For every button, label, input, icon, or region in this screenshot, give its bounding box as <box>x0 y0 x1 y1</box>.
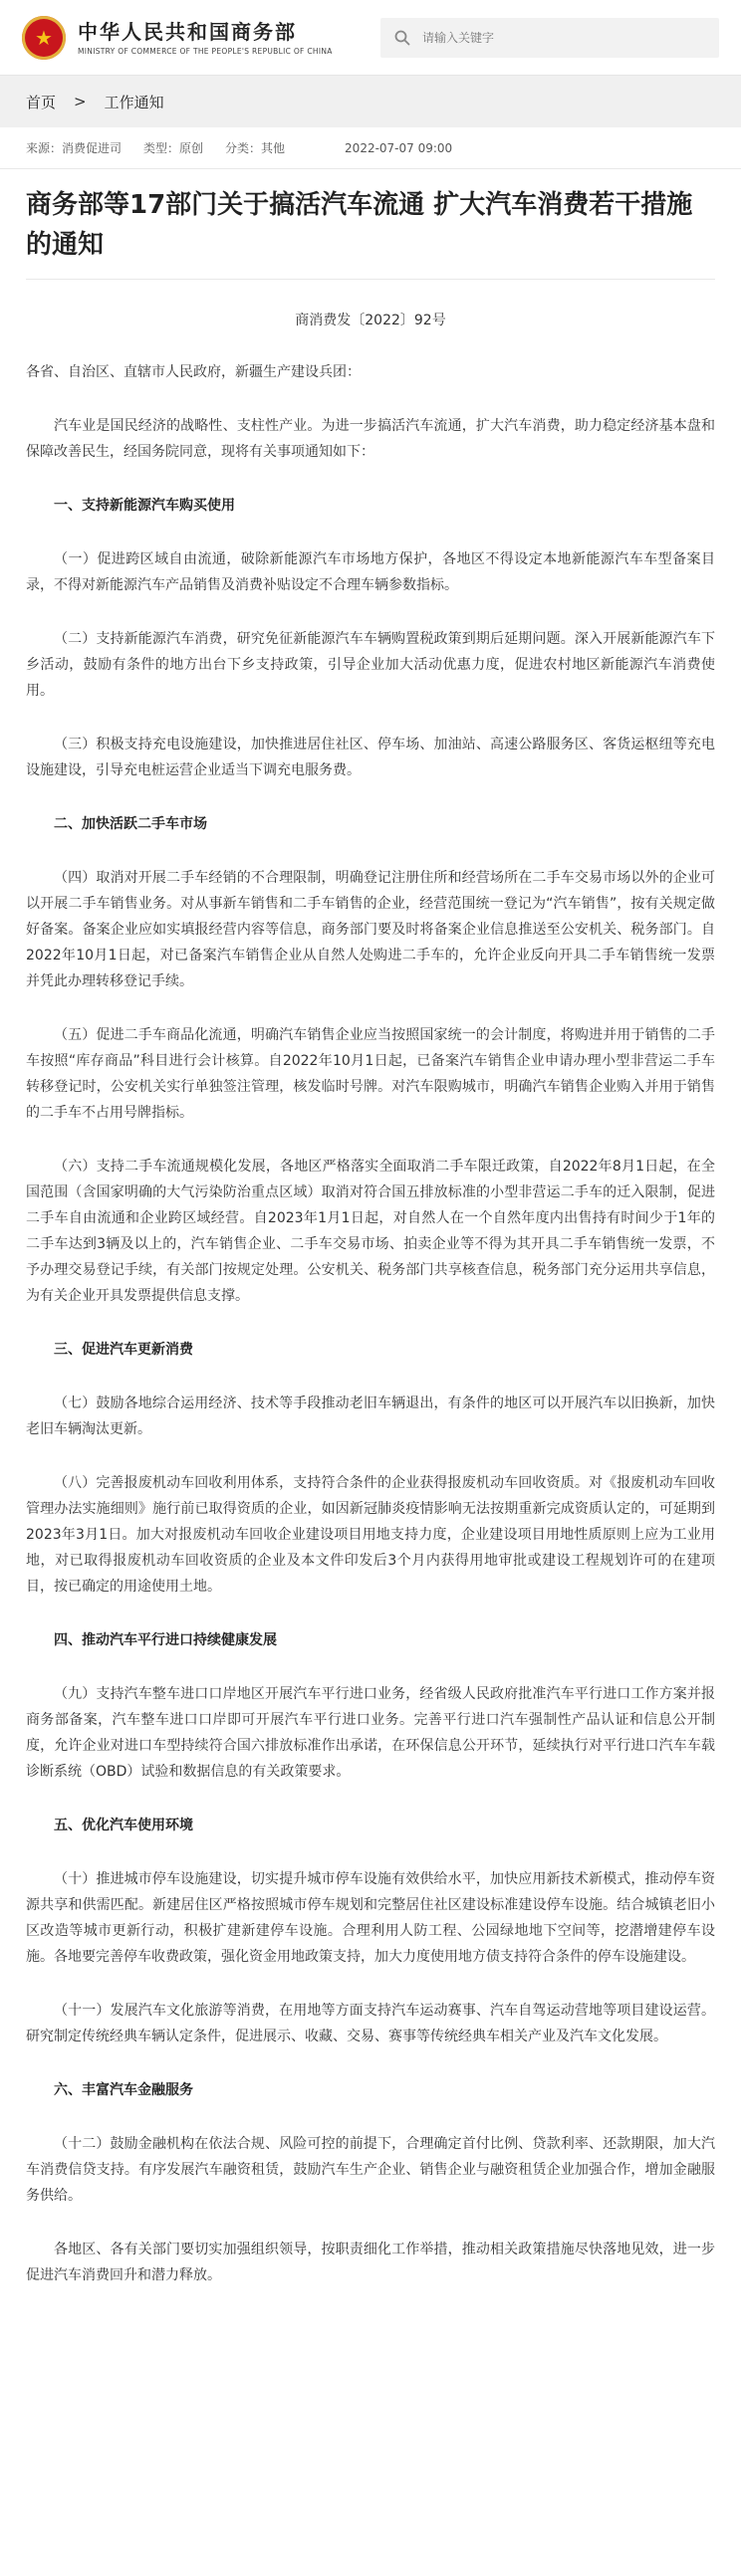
meta-source: 来源：消费促进司 <box>26 141 123 155</box>
addressee: 各省、自治区、直辖市人民政府，新疆生产建设兵团： <box>26 364 361 380</box>
section-paragraph: （八）完善报废机动车回收利用体系，支持符合条件的企业获得报废机动车回收资质。对《报废机动车回收管理办法实施细则》施行前已取得资质的企业，如因新冠肺炎疫情影响无法按期重新完成资质认定的，可延期到2023年3月1日。加大对报废机动车回收企业建设项目用地支持力度，企业建设项目用地性质原则上应为工业用地，对已取得报废机动车回收资质的企业及本文件印发后3个月内获得用地审批或建设工程规划许可的在建项目，按已确定的用途使用土地。 <box>26 1475 715 1595</box>
section-paragraph: （十）推进城市停车设施建设，切实提升城市停车设施有效供给水平，加快应用新技术新模式，推动停车资源共享和供需匹配。新建居住区严格按照城市停车规划和完整居住社区建设标准建设停车设施。结合城镇老旧小区改造等城市更新行动，积极扩建新建停车设施。合理利用人防工程、公园绿地地下空间等，挖潜增建停车设施。各地要完善停车收费政策，强化资金用地政策支持，加大力度使用地方债支持符合条件的停车设施建设。 <box>26 1871 715 1965</box>
search-input[interactable] <box>422 31 701 45</box>
org-name-cn: 中华人民共和国商务部 <box>78 19 297 44</box>
section-paragraph: （九）支持汽车整车进口口岸地区开展汽车平行进口业务，经省级人民政府批准汽车平行进口工作方案并报商务部备案，汽车整车进口口岸即可开展汽车平行进口业务。完善平行进口汽车强制性产品认证和信息公开制度，允许企业对进口车型持续符合国六排放标准作出承诺，在环保信息公开环节，延续执行对平行进口汽车车载诊断系统（OBD）试验和数据信息的有关政策要求。 <box>26 1686 715 1780</box>
site-header <box>0 0 741 76</box>
meta-datetime: 2022-07-07 09:00 <box>345 140 453 155</box>
section-heading: 二、加快活跃二手车市场 <box>54 816 207 832</box>
section-paragraph: （六）支持二手车流通规模化发展，各地区严格落实全面取消二手车限迁政策，自2022年8月1日起，在全国范围（含国家明确的大气污染防治重点区域）取消对符合国五排放标准的小型非营运二手车的迁入限制，促进二手车自由流通和企业跨区域经营。自2023年1月1日起，对自然人在一个自然年度内出售持有时间少于1年的二手车达到3辆及以上的，汽车销售企业、二手车交易市场、拍卖企业等不得为其开具二手车销售统一发票，不予办理交易登记手续，有关部门按规定处理。公安机关、税务部门共享核查信息，税务部门充分运用共享信息，为有关企业开具发票提供信息支撑。 <box>26 1159 715 1304</box>
org-name-block <box>78 20 333 56</box>
meta-category: 分类：其他 <box>225 141 286 155</box>
search-box[interactable] <box>380 18 719 58</box>
doc-number: 商消费发〔2022〕92号 <box>295 313 446 328</box>
national-emblem-icon: ★ <box>22 16 66 60</box>
breadcrumb-separator: > <box>74 93 87 110</box>
site-logo[interactable] <box>22 16 333 60</box>
section-paragraph: （四）取消对开展二手车经销的不合理限制，明确登记注册住所和经营场所在二手车交易市场以外的企业可以开展二手车销售业务。对从事新车销售和二手车销售的企业，经营范围统一登记为“汽车销售”，按有关规定做好备案。备案企业应如实填报经营内容等信息，商务部门要及时将备案企业信息推送至公安机关、税务部门。自2022年10月1日起，对已备案汽车销售企业从自然人处购进二手车的，允许企业反向开具二手车销售统一发票并凭此办理转移登记手续。 <box>26 870 715 989</box>
search-icon[interactable] <box>394 30 410 46</box>
article-meta <box>0 127 741 169</box>
intro-paragraph: 汽车业是国民经济的战略性、支柱性产业。为进一步搞活汽车流通，扩大汽车消费，助力稳定经济基本盘和保障改善民生，经国务院同意，现将有关事项通知如下： <box>26 418 715 460</box>
section-heading: 四、推动汽车平行进口持续健康发展 <box>54 1632 277 1648</box>
section-heading: 三、促进汽车更新消费 <box>54 1342 193 1358</box>
section-heading: 六、丰富汽车金融服务 <box>54 2082 193 2098</box>
section-paragraph: （七）鼓励各地综合运用经济、技术等手段推动老旧车辆退出，有条件的地区可以开展汽车以旧换新，加快老旧车辆淘汰更新。 <box>26 1395 715 1437</box>
section-heading: 一、支持新能源汽车购买使用 <box>54 498 235 514</box>
article-body <box>0 169 741 2288</box>
section-heading: 五、优化汽车使用环境 <box>54 1818 193 1833</box>
breadcrumb-home-link[interactable]: 首页 <box>26 93 57 111</box>
breadcrumb-section-link[interactable]: 工作通知 <box>104 93 164 111</box>
org-name-en: MINISTRY OF COMMERCE OF THE PEOPLE'S REPUBLIC OF CHINA <box>78 46 333 56</box>
closing-paragraph: 各地区、各有关部门要切实加强组织领导，按职责细化工作举措，推动相关政策措施尽快落地见效，进一步促进汽车消费回升和潜力释放。 <box>26 2242 715 2283</box>
article-title: 商务部等17部门关于搞活汽车流通 扩大汽车消费若干措施的通知 <box>26 169 715 280</box>
section-paragraph: （三）积极支持充电设施建设，加快推进居住社区、停车场、加油站、高速公路服务区、客货运枢纽等充电设施建设，引导充电桩运营企业适当下调充电服务费。 <box>26 737 715 778</box>
section-paragraph: （二）支持新能源汽车消费，研究免征新能源汽车车辆购置税政策到期后延期问题。深入开展新能源汽车下乡活动，鼓励有条件的地方出台下乡支持政策，引导企业加大活动优惠力度，促进农村地区新能源汽车消费使用。 <box>26 631 715 699</box>
section-paragraph: （十二）鼓励金融机构在依法合规、风险可控的前提下，合理确定首付比例、贷款利率、还款期限，加大汽车消费信贷支持。有序发展汽车融资租赁，鼓励汽车生产企业、销售企业与融资租赁企业加强合作，增加金融服务供给。 <box>26 2136 715 2204</box>
meta-type: 类型：原创 <box>143 141 204 155</box>
section-paragraph: （十一）发展汽车文化旅游等消费，在用地等方面支持汽车运动赛事、汽车自驾运动营地等项目建设运营。研究制定传统经典车辆认定条件，促进展示、收藏、交易、赛事等传统经典车相关产业及汽车文化发展。 <box>26 2003 715 2044</box>
section-paragraph: （一）促进跨区域自由流通，破除新能源汽车市场地方保护，各地区不得设定本地新能源汽车车型备案目录，不得对新能源汽车产品销售及消费补贴设定不合理车辆参数指标。 <box>26 551 715 593</box>
section-paragraph: （五）促进二手车商品化流通，明确汽车销售企业应当按照国家统一的会计制度，将购进并用于销售的二手车按照“库存商品”科目进行会计核算。自2022年10月1日起，已备案汽车销售企业申请办理小型非营运二手车转移登记时，公安机关实行单独签注管理，核发临时号牌。对汽车限购城市，明确汽车销售企业购入并用于销售的二手车不占用号牌指标。 <box>26 1027 715 1121</box>
breadcrumb <box>0 76 741 127</box>
